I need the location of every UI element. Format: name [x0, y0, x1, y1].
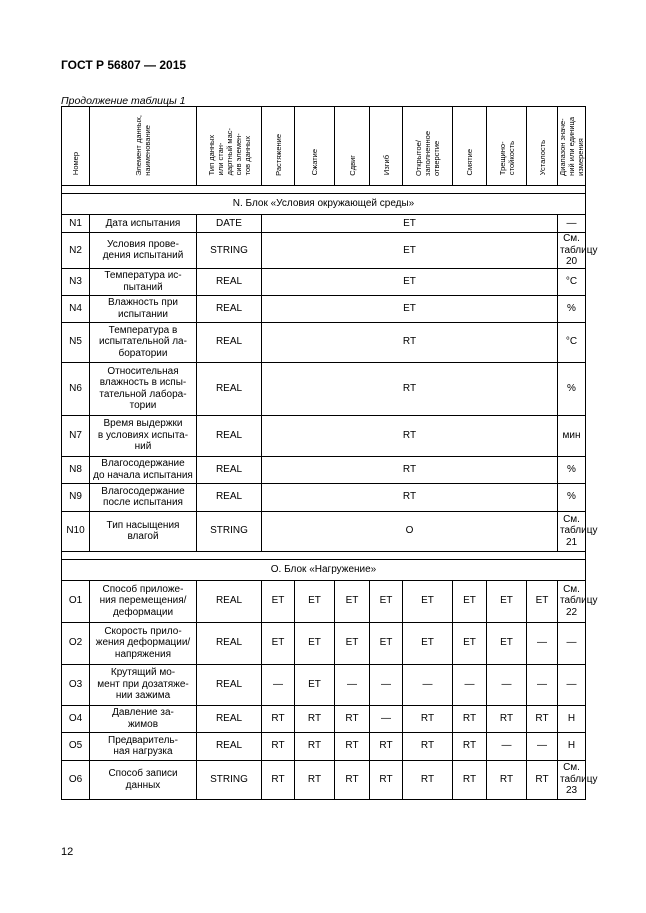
row-data-type: REAL — [197, 322, 262, 362]
header-fatigue: Усталость — [527, 107, 558, 186]
row-number: O1 — [62, 580, 90, 622]
section-spacer — [62, 551, 586, 559]
row-unit: — — [558, 664, 586, 705]
row-data-type: STRING — [197, 760, 262, 799]
section-title: O. Блок «Нагружение» — [62, 559, 586, 580]
row-data-type: REAL — [197, 456, 262, 483]
row-test-value: RT — [262, 705, 295, 732]
row-data-type: REAL — [197, 664, 262, 705]
data-elements-table — [61, 106, 598, 800]
row-data-type: REAL — [197, 268, 262, 295]
row-number: N3 — [62, 268, 90, 295]
row-test-applicability: RT — [262, 322, 558, 362]
row-element-name: Влажность при испытании — [90, 295, 197, 322]
row-number: N5 — [62, 322, 90, 362]
row-element-name: Крутящий мо- мент при дозатяже- нии зажима — [90, 664, 197, 705]
row-test-value: ET — [403, 580, 453, 622]
row-test-value: RT — [403, 705, 453, 732]
row-test-value: ET — [335, 622, 370, 664]
row-unit: мин — [558, 415, 586, 456]
table-row — [62, 322, 586, 362]
row-data-type: REAL — [197, 362, 262, 415]
row-unit: % — [558, 362, 586, 415]
header-row — [62, 107, 586, 186]
table-row — [62, 622, 586, 664]
row-number: N7 — [62, 415, 90, 456]
row-test-value: ET — [453, 622, 487, 664]
row-number: N8 — [62, 456, 90, 483]
row-test-applicability: RT — [262, 456, 558, 483]
header-bearing: Смятие — [453, 107, 487, 186]
row-test-value: RT — [527, 705, 558, 732]
table-body — [62, 186, 598, 800]
header-range: Диапазон значе- ний или единица измерения — [558, 107, 586, 186]
row-data-type: REAL — [197, 622, 262, 664]
row-element-name: Давление за- жимов — [90, 705, 197, 732]
table-row — [62, 483, 586, 511]
table-row — [62, 415, 586, 456]
row-test-value: RT — [370, 732, 403, 760]
row-element-name: Тип насыщения влагой — [90, 511, 197, 551]
row-number: N6 — [62, 362, 90, 415]
row-element-name: Влагосодержание после испытания — [90, 483, 197, 511]
row-data-type: REAL — [197, 732, 262, 760]
header-number: Номер — [62, 107, 90, 186]
row-number: N10 — [62, 511, 90, 551]
row-number: O4 — [62, 705, 90, 732]
row-element-name: Время выдержки в условиях испыта- ний — [90, 415, 197, 456]
row-test-value: RT — [335, 705, 370, 732]
row-data-type: REAL — [197, 705, 262, 732]
row-test-value: ET — [295, 580, 335, 622]
row-test-value: — — [487, 664, 527, 705]
page-number: 12 — [61, 846, 74, 858]
row-test-value: RT — [370, 760, 403, 799]
row-test-applicability: RT — [262, 415, 558, 456]
table-row — [62, 580, 586, 622]
row-unit: % — [558, 295, 586, 322]
row-test-value: RT — [487, 705, 527, 732]
row-test-value: ET — [295, 664, 335, 705]
document-header: ГОСТ Р 56807 — 2015 — [61, 58, 187, 72]
header-tension: Растяжение — [262, 107, 295, 186]
row-test-value: — — [527, 622, 558, 664]
table-row — [62, 511, 586, 551]
row-test-value: ET — [487, 622, 527, 664]
section-title: N. Блок «Условия окружающей среды» — [62, 194, 586, 215]
table-row — [62, 233, 586, 269]
row-test-value: RT — [335, 760, 370, 799]
row-test-value: RT — [335, 732, 370, 760]
row-number: O6 — [62, 760, 90, 799]
row-element-name: Скорость прило- жения деформации/ напряжения — [90, 622, 197, 664]
table-row — [62, 456, 586, 483]
row-number: O2 — [62, 622, 90, 664]
row-test-value: RT — [487, 760, 527, 799]
header-element: Элемент данных, наименование — [90, 107, 197, 186]
row-unit: — — [558, 215, 586, 233]
row-unit: °C — [558, 322, 586, 362]
row-element-name: Способ приложе- ния перемещения/ деформации — [90, 580, 197, 622]
row-test-applicability: ET — [262, 233, 558, 269]
row-test-value: RT — [295, 732, 335, 760]
row-data-type: DATE — [197, 215, 262, 233]
row-test-value: ET — [527, 580, 558, 622]
row-test-value: RT — [527, 760, 558, 799]
table-row — [62, 705, 586, 732]
row-number: N2 — [62, 233, 90, 269]
row-test-value: — — [453, 664, 487, 705]
row-element-name: Температура в испытательной ла- боратории — [90, 322, 197, 362]
row-test-value: ET — [295, 622, 335, 664]
row-number: O5 — [62, 732, 90, 760]
row-test-applicability: O — [262, 511, 558, 551]
row-test-value: — — [370, 705, 403, 732]
row-test-value: ET — [370, 580, 403, 622]
row-unit: См. таблицу 22 — [558, 580, 586, 622]
row-unit: Н — [558, 732, 586, 760]
row-test-value: — — [527, 732, 558, 760]
row-test-value: ET — [262, 622, 295, 664]
row-element-name: Способ записи данных — [90, 760, 197, 799]
row-number: N1 — [62, 215, 90, 233]
row-test-value: — — [487, 732, 527, 760]
row-element-name: Условия прове- дения испытаний — [90, 233, 197, 269]
row-test-value: RT — [262, 760, 295, 799]
row-data-type: STRING — [197, 511, 262, 551]
header-compression: Сжатие — [295, 107, 335, 186]
row-element-name: Предваритель- ная нагрузка — [90, 732, 197, 760]
row-test-value: ET — [262, 580, 295, 622]
row-unit: См. таблицу 20 — [558, 233, 586, 269]
row-test-value: — — [335, 664, 370, 705]
row-element-name: Дата испытания — [90, 215, 197, 233]
row-test-value: ET — [335, 580, 370, 622]
spacer-cell — [62, 186, 586, 194]
row-test-applicability: ET — [262, 268, 558, 295]
row-test-value: — — [370, 664, 403, 705]
row-test-applicability: ET — [262, 295, 558, 322]
row-data-type: REAL — [197, 415, 262, 456]
row-test-value: ET — [487, 580, 527, 622]
row-unit: См. таблицу 21 — [558, 511, 586, 551]
header-shear: Сдвиг — [335, 107, 370, 186]
row-unit: См. таблицу 23 — [558, 760, 586, 799]
table-row — [62, 215, 586, 233]
row-test-applicability: RT — [262, 483, 558, 511]
header-open-hole: Открытое/ заполненное отверстие — [403, 107, 453, 186]
row-element-name: Температура ис- пытаний — [90, 268, 197, 295]
row-test-value: — — [262, 664, 295, 705]
section-header-row — [62, 194, 586, 215]
table-row — [62, 664, 586, 705]
row-test-value: RT — [295, 705, 335, 732]
row-test-value: RT — [295, 760, 335, 799]
row-number: O3 — [62, 664, 90, 705]
row-data-type: REAL — [197, 295, 262, 322]
row-unit: °C — [558, 268, 586, 295]
table-caption: Продолжение таблицы 1 — [61, 95, 186, 107]
row-test-value: ET — [370, 622, 403, 664]
row-element-name: Влагосодержание до начала испытания — [90, 456, 197, 483]
row-number: N4 — [62, 295, 90, 322]
row-unit: % — [558, 483, 586, 511]
row-test-value: RT — [453, 732, 487, 760]
table-row — [62, 760, 586, 799]
row-test-value: RT — [453, 760, 487, 799]
table-row — [62, 732, 586, 760]
row-data-type: REAL — [197, 483, 262, 511]
row-unit: Н — [558, 705, 586, 732]
row-test-value: ET — [403, 622, 453, 664]
row-element-name: Относительная влажность в испы- тательной лабора- тории — [90, 362, 197, 415]
row-data-type: REAL — [197, 580, 262, 622]
row-test-value: RT — [403, 760, 453, 799]
row-test-value: RT — [403, 732, 453, 760]
row-unit: — — [558, 622, 586, 664]
table-row — [62, 362, 586, 415]
table-row — [62, 268, 586, 295]
spacer-cell — [62, 551, 586, 559]
row-test-value: ET — [453, 580, 487, 622]
header-fracture: Трещино- стойкость — [487, 107, 527, 186]
row-test-applicability: ET — [262, 215, 558, 233]
row-test-value: — — [527, 664, 558, 705]
row-number: N9 — [62, 483, 90, 511]
row-data-type: STRING — [197, 233, 262, 269]
section-spacer — [62, 186, 586, 194]
header-type: Тип данных или стан- дартный мас- сив элемен- тов данных — [197, 107, 262, 186]
table-row — [62, 295, 586, 322]
row-unit: % — [558, 456, 586, 483]
row-test-value: RT — [262, 732, 295, 760]
row-test-value: RT — [453, 705, 487, 732]
section-header-row — [62, 559, 586, 580]
row-test-value: — — [403, 664, 453, 705]
row-test-applicability: RT — [262, 362, 558, 415]
header-bending: Изгиб — [370, 107, 403, 186]
